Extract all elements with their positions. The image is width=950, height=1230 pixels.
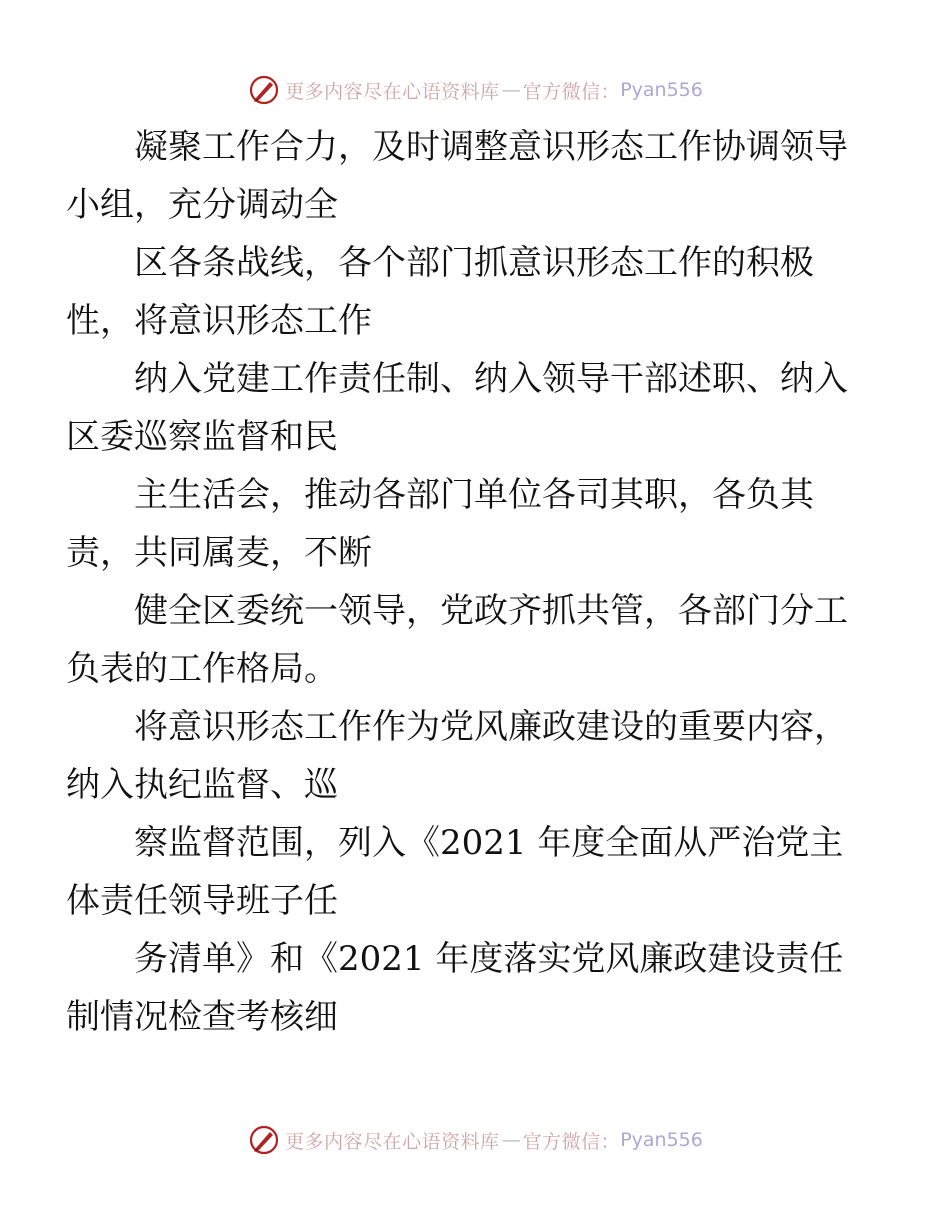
paragraph-line: 小组，充分调动全 — [66, 185, 338, 225]
paragraph-line: 纳入党建工作责任制、纳入领导干部述职、纳入 — [134, 359, 848, 399]
paragraph-line: 性，将意识形态工作 — [66, 301, 372, 341]
paragraph-line: 健全区委统一领导，党政齐抓共管，各部门分工 — [134, 591, 848, 631]
paragraph-line: 责，共同属麦，不断 — [66, 533, 372, 573]
paragraph — [66, 814, 860, 930]
watermark-site-text: 更多内容尽在心语资料库 — [285, 80, 500, 103]
paragraph — [66, 698, 860, 814]
paragraph-line: 区委巡察监督和民 — [66, 417, 338, 457]
paragraph — [66, 234, 860, 350]
paragraph-line: 主生活会，推动各部门单位各司其职，各负其 — [134, 475, 814, 515]
pen-logo-icon — [247, 1123, 281, 1157]
watermark-wechat-id: Pyan556 — [620, 1129, 703, 1151]
paragraph — [66, 930, 860, 1046]
paragraph — [66, 582, 860, 698]
paragraph-line: 负表的工作格局。 — [66, 649, 338, 689]
paragraph-line: 体责任领导班子任 — [66, 881, 338, 921]
paragraph-line: 察监督范围，列入《2021 年度全面从严治党主 — [134, 823, 844, 863]
paragraph-line: 纳入执纪监督、巡 — [66, 765, 338, 805]
watermark-contact-text: 官方微信： — [522, 80, 621, 103]
pen-logo-icon — [247, 73, 281, 107]
watermark-wechat-id: Pyan556 — [620, 79, 703, 101]
paragraph-line: 凝聚工作合力，及时调整意识形态工作协调领导 — [134, 127, 848, 167]
header-watermark — [0, 70, 950, 110]
paragraph — [66, 118, 860, 234]
paragraph-line: 务清单》和《2021 年度落实党风廉政建设责任 — [134, 939, 844, 979]
watermark-separator: — — [501, 79, 521, 101]
footer-watermark — [0, 1120, 950, 1160]
watermark-separator: — — [501, 1129, 521, 1151]
watermark-contact-text: 官方微信： — [522, 1130, 621, 1153]
paragraph-line: 区各条战线，各个部门抓意识形态工作的积极 — [134, 243, 814, 283]
paragraph-line: 将意识形态工作作为党风廉政建设的重要内容， — [134, 707, 848, 747]
watermark-site-text: 更多内容尽在心语资料库 — [285, 1130, 500, 1153]
body-text — [66, 118, 860, 1046]
paragraph — [66, 466, 860, 582]
paragraph — [66, 350, 860, 466]
paragraph-line: 制情况检查考核细 — [66, 997, 338, 1037]
